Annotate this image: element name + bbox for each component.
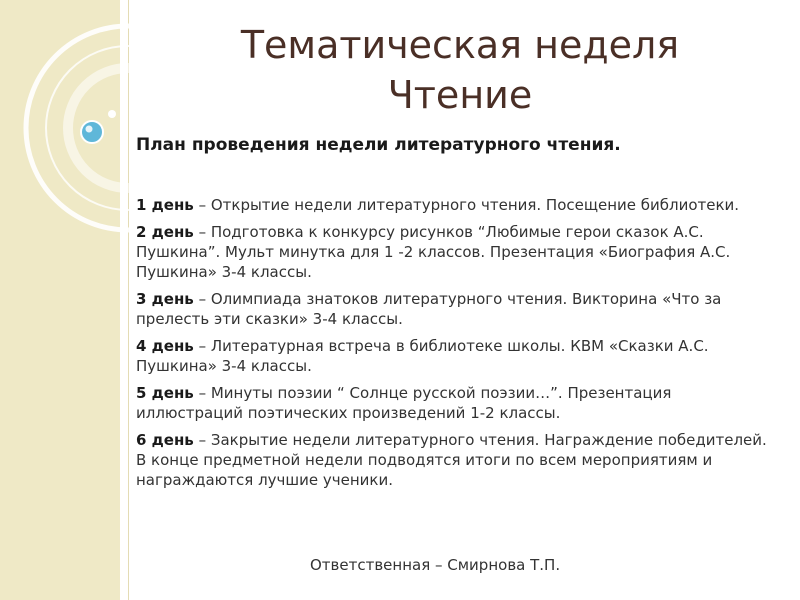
- responsible-person: Ответственная – Смирнова Т.П.: [310, 556, 561, 574]
- title-line-1: Тематическая неделя: [240, 23, 680, 67]
- day-description: – Литературная встреча в библиотеке школы. КВМ «Сказки А.С. Пушкина» 3-4 классы.: [136, 337, 709, 375]
- day-label: 6 день: [136, 431, 194, 449]
- schedule-item-day-6: [136, 430, 772, 490]
- day-description: – Открытие недели литературного чтения. Посещение библиотеки.: [193, 196, 740, 214]
- schedule-item-day-3: [136, 289, 772, 329]
- schedule-list: [136, 195, 772, 497]
- schedule-item-day-1: [136, 195, 772, 215]
- day-description: – Олимпиада знатоков литературного чтения. Викторина «Что за прелесть эти сказки» 3-4 классы.: [136, 290, 722, 328]
- day-label: 4 день: [136, 337, 194, 355]
- day-description: – Закрытие недели литературного чтения. Награждение победителей. В конце предметной недели подводятся итоги по всем мероприятиям и награждаются лучшие ученики.: [136, 431, 767, 489]
- schedule-item-day-4: [136, 336, 772, 376]
- slide-title: [160, 20, 760, 120]
- schedule-item-day-2: [136, 222, 772, 282]
- day-label: 1 день: [136, 196, 194, 214]
- day-description: – Подготовка к конкурсу рисунков “Любимые герои сказок А.С. Пушкина”. Мульт минутка для 1 -2 классов. Презентация «Биография А.С. Пушкина» 3-4 классы.: [136, 223, 731, 281]
- day-label: 3 день: [136, 290, 194, 308]
- day-description: – Минуты поэзии “ Солнце русской поэзии…”. Презентация иллюстраций поэтических произведений 1-2 классы.: [136, 384, 672, 422]
- title-line-2: Чтение: [387, 73, 533, 117]
- day-label: 2 день: [136, 223, 194, 241]
- day-label: 5 день: [136, 384, 194, 402]
- schedule-item-day-5: [136, 383, 772, 423]
- plan-heading: План проведения недели литературного чтения.: [136, 135, 621, 155]
